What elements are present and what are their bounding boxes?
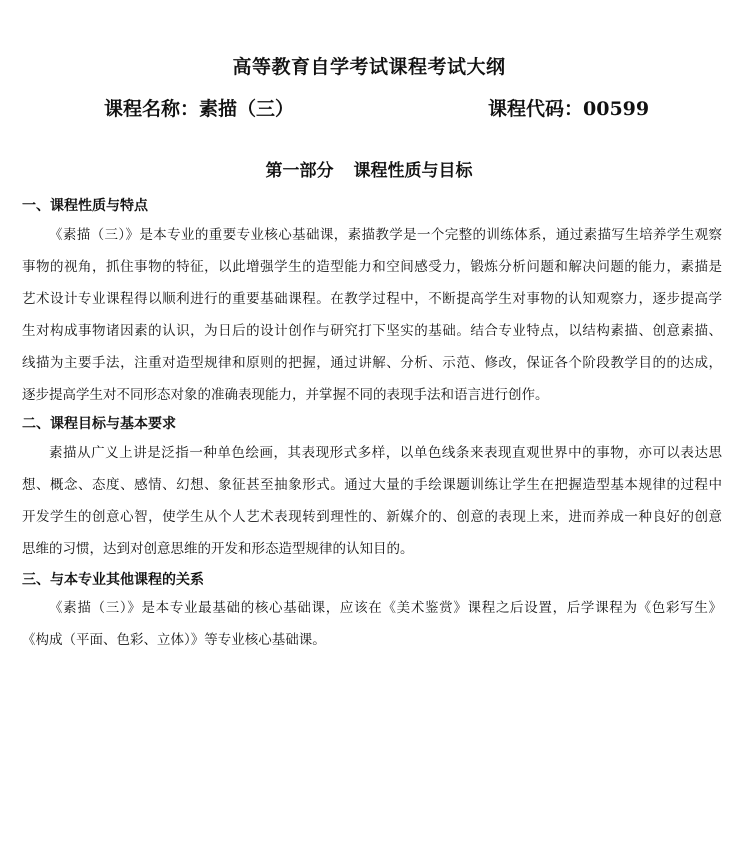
section-paragraph-nature [22, 219, 722, 411]
section-heading-goals: 二、课程目标与基本要求 [22, 416, 176, 432]
paragraph-line: 艺术设计专业课程得以顺利进行的重要基础课程。在教学过程中，不断提高学生对事物的认知观察力，逐步提高学 [22, 291, 722, 307]
paragraph-line: 线描为主要手法，注重对造型规律和原则的把握，通过讲解、分析、示范、修改，保证各个阶段教学目的的达成， [22, 355, 722, 371]
paragraph-line: 思维的习惯，达到对创意思维的开发和形态造型规律的认知目的。 [22, 541, 414, 557]
section-heading-relations: 三、与本专业其他课程的关系 [22, 572, 204, 588]
paragraph-line: 开发学生的创意心智，使学生从个人艺术表现转到理性的、新媒介的、创意的表现上来，进而养成一种良好的创意 [22, 509, 722, 525]
part-title [0, 156, 738, 181]
paragraph-line: 《构成（平面、色彩、立体）》等专业核心基础课。 [22, 632, 326, 648]
section-paragraph-relations [22, 592, 722, 656]
document-title: 高等教育自学考试课程考试大纲 [232, 56, 506, 78]
paragraph-line: 事物的视角，抓住事物的特征，以此增强学生的造型能力和空间感受力，锻炼分析问题和解决问题的能力，素描是 [22, 259, 722, 275]
paragraph-line: 《素描（三）》是本专业的重要专业核心基础课，素描教学是一个完整的训练体系，通过素描写生培养学生观察 [49, 227, 722, 243]
paragraph-line: 生对构成事物诸因素的认识，为日后的设计创作与研究打下坚实的基础。结合专业特点，以结构素描、创意素描、 [22, 323, 722, 339]
course-name: 课程名称：素描（三） [104, 98, 295, 120]
section-heading-nature: 一、课程性质与特点 [22, 198, 148, 214]
paragraph-line: 逐步提高学生对不同形态对象的准确表现能力，并掌握不同的表现手法和语言进行创作。 [22, 387, 549, 403]
part-label: 第一部分 [265, 161, 334, 181]
paragraph-line: 想、概念、态度、感情、幻想、象征甚至抽象形式。通过大量的手绘课题训练让学生在把握造型基本规律的过程中 [22, 477, 722, 493]
course-code: 课程代码：00599 [488, 98, 650, 120]
paragraph-line: 《素描（三）》是本专业最基础的核心基础课，应该在《美术鉴赏》课程之后设置，后学课程为《色彩写生》 [49, 600, 722, 616]
section-paragraph-goals [22, 437, 722, 565]
part-text: 课程性质与目标 [353, 161, 473, 181]
paragraph-line: 素描从广义上讲是泛指一种单色绘画，其表现形式多样，以单色线条来表现直观世界中的事物，亦可以表达思 [49, 445, 722, 461]
